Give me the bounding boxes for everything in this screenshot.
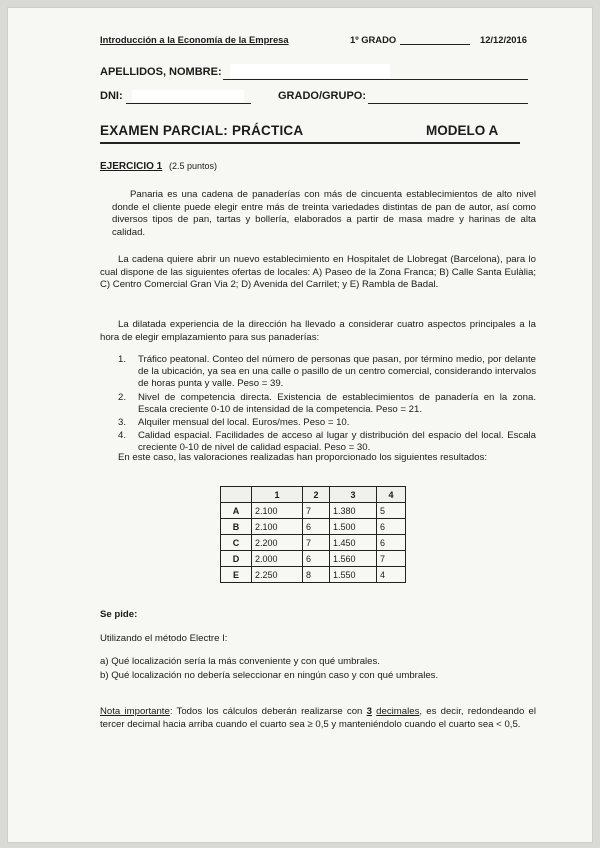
table-cell: 2.200 — [252, 535, 303, 551]
table-cell: 1.500 — [330, 519, 377, 535]
table-header-row — [221, 487, 406, 503]
valuations-table — [220, 486, 406, 583]
se-pide-label: Se pide: — [100, 609, 138, 620]
note-label: Nota importante — [100, 706, 170, 717]
table-cell: 2.250 — [252, 567, 303, 583]
criterion-number: 2. — [118, 391, 127, 403]
table-cell: 5 — [377, 503, 406, 519]
table-header-cell: 2 — [303, 487, 330, 503]
table-row — [221, 519, 406, 535]
title-rule — [100, 142, 520, 144]
table-header-cell — [221, 487, 252, 503]
criterion-item — [108, 392, 536, 416]
exercise-heading — [100, 161, 217, 172]
criterion-item — [108, 430, 536, 454]
table-cell: 8 — [303, 567, 330, 583]
exam-date: 12/12/2016 — [480, 34, 527, 45]
paragraph-offers — [100, 254, 536, 292]
table-cell: 6 — [303, 551, 330, 567]
group-field[interactable] — [368, 103, 528, 104]
question-b: b) Qué localización no debería seleccionar en ningún caso y con qué umbrales. — [100, 670, 439, 681]
surname-field[interactable] — [223, 79, 528, 80]
table-header-cell: 1 — [252, 487, 303, 503]
redaction-name — [230, 64, 390, 78]
note-decimals-number: 3 — [366, 706, 372, 717]
paragraph-offers-text: La cadena quiere abrir un nuevo establecimiento en Hospitalet de Llobregat (Barcelona), para lo cual dispone de las siguientes ofertas de locales: A) Paseo de la Zona Franca; B) Calle Santa Eulàlia; C) Centro Comercial Gran Via 2; D) Avenida del Carrilet; y E) Rambla de Badal. — [100, 254, 536, 291]
table-cell: 1.450 — [330, 535, 377, 551]
paragraph-criteria-intro — [100, 319, 536, 344]
exercise-label: EJERCICIO 1 — [100, 161, 163, 172]
criterion-text: Tráfico peatonal. Conteo del número de personas que pasan, por término medio, por delante de la ubicación, ya sea en una calle o pasillo de un centro comercial, considerando intervalos de horas punta y valle. Peso = 39. — [138, 354, 536, 390]
row-label: B — [221, 519, 252, 535]
note-decimals-word: decimales — [376, 706, 420, 717]
table-cell: 1.550 — [330, 567, 377, 583]
table-cell: 2.000 — [252, 551, 303, 567]
table-cell: 1.380 — [330, 503, 377, 519]
exercise-points: (2.5 puntos) — [169, 161, 218, 171]
method-line: Utilizando el método Electre I: — [100, 633, 228, 644]
exam-page — [8, 8, 592, 842]
criterion-item — [108, 354, 536, 391]
surname-label: APELLIDOS, NOMBRE: — [100, 66, 222, 78]
table-row — [221, 567, 406, 583]
table-header-cell: 3 — [330, 487, 377, 503]
exam-title: EXAMEN PARCIAL: PRÁCTICA — [100, 123, 304, 138]
table-cell: 6 — [377, 519, 406, 535]
table-cell: 6 — [303, 519, 330, 535]
dni-label: DNI: — [100, 90, 123, 102]
note-text-after: , es decir, redondeando el tercer decimal hacia arriba cuando el cuarto sea ≥ 0,5 y manteniéndolo cuando el cuarto sea < 0,5. — [100, 706, 536, 730]
grade-blank — [400, 44, 470, 45]
redaction-dni — [132, 90, 244, 102]
row-label: D — [221, 551, 252, 567]
table-cell: 2.100 — [252, 503, 303, 519]
table-cell: 7 — [303, 535, 330, 551]
criterion-number: 4. — [118, 430, 127, 442]
table-cell: 4 — [377, 567, 406, 583]
criterion-text: Alquiler mensual del local. Euros/mes. Peso = 10. — [138, 417, 350, 429]
dni-field[interactable] — [126, 103, 251, 104]
criterion-item — [108, 417, 536, 429]
paragraph-criteria-intro-text: La dilatada experiencia de la dirección ha llevado a considerar cuatro aspectos principales a la hora de elegir emplazamiento para sus panaderías: — [100, 319, 536, 343]
paragraph-results — [100, 452, 536, 465]
row-label: A — [221, 503, 252, 519]
paragraph-intro — [112, 189, 536, 239]
paragraph-results-text: En este caso, las valoraciones realizadas han proporcionado los siguientes resultados: — [118, 452, 488, 463]
group-label: GRADO/GRUPO: — [278, 90, 366, 102]
table-cell: 7 — [377, 551, 406, 567]
table-cell: 2.100 — [252, 519, 303, 535]
table-header-cell: 4 — [377, 487, 406, 503]
table-cell: 7 — [303, 503, 330, 519]
paragraph-intro-text: Panaria es una cadena de panaderías con más de cincuenta establecimientos de alto nivel donde el cliente puede elegir entre más de treinta variedades distintas de pan de autor, así como diversos tipos de pan, tartas y bollería, elaborados a partir de masa madre y harinas de alta calidad. — [112, 189, 536, 238]
exam-model: MODELO A — [426, 123, 499, 138]
important-note — [100, 705, 536, 731]
question-a: a) Qué localización sería la más conveniente y con qué umbrales. — [100, 656, 380, 667]
row-label: E — [221, 567, 252, 583]
criteria-list — [108, 354, 536, 456]
row-label: C — [221, 535, 252, 551]
course-name: Introducción a la Economía de la Empresa — [100, 34, 289, 45]
criterion-text: Nivel de competencia directa. Existencia de establecimientos de panadería en la zona. Escala creciente 0-10 de intensidad de la competencia. Peso = 21. — [138, 391, 536, 415]
table-row — [221, 551, 406, 567]
table-row — [221, 503, 406, 519]
table-cell: 1.560 — [330, 551, 377, 567]
criterion-number: 3. — [118, 417, 127, 429]
grade-label: 1º GRADO — [350, 34, 397, 45]
criterion-text: Calidad espacial. Facilidades de acceso al lugar y distribución del espacio del local. Escala creciente 0-10 de nivel de calidad espacial. Peso = 30. — [138, 430, 536, 454]
table-row — [221, 535, 406, 551]
criterion-number: 1. — [118, 354, 127, 365]
table-cell: 6 — [377, 535, 406, 551]
note-text-before: : Todos los cálculos deberán realizarse con — [169, 706, 367, 717]
